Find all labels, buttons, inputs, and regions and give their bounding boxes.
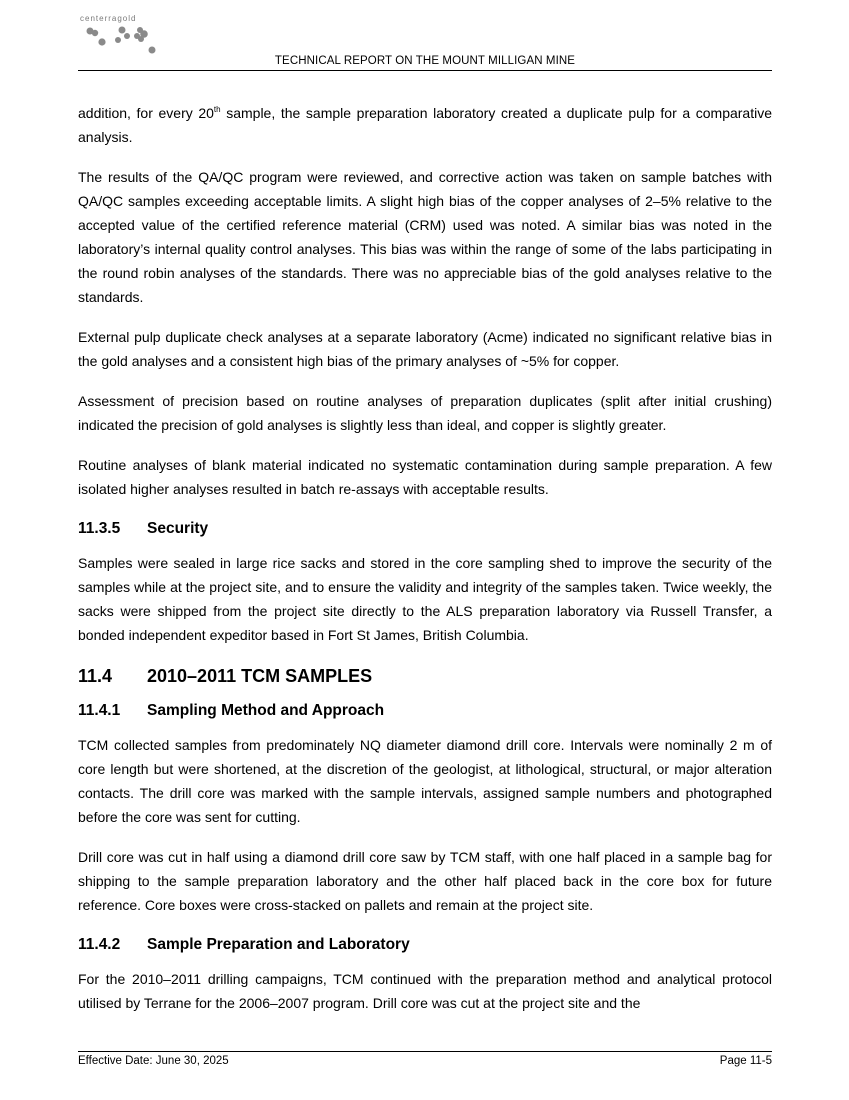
paragraph: addition, for every 20th sample, the sample preparation laboratory created a duplicate pulp for a comparative analysis. [78, 105, 772, 145]
paragraph: Drill core was cut in half using a diamond drill core saw by TCM staff, with one half placed in a sample bag for shipping to the sample preparation laboratory and the other half placed back in the core box for future reference. Core boxes were cross-stacked on pallets and remain at the project site. [78, 849, 772, 913]
footer-effective-date: Effective Date: June 30, 2025 [78, 1055, 229, 1067]
section-heading-11-3-5: 11.3.5 Security [78, 520, 209, 537]
report-header-title: TECHNICAL REPORT ON THE MOUNT MILLIGAN MINE [274, 55, 576, 67]
footer-divider [78, 1051, 772, 1052]
section-heading-11-4-2: 11.4.2 Sample Preparation and Laboratory [78, 936, 410, 953]
section-heading-11-4: 11.4 2010–2011 TCM SAMPLES [78, 666, 373, 686]
section-heading-11-4-1: 11.4.1 Sampling Method and Approach [78, 702, 385, 719]
footer-page-number: Page 11-5 [719, 1055, 772, 1067]
document-body [78, 101, 772, 1031]
paragraph: The results of the QA/QC program were reviewed, and corrective action was taken on sample batches with QA/QC samples exceeding acceptable limits. A slight high bias of the copper analyses of 2–5% relative to the accepted value of the certified reference material (CRM) used was noted. A similar bias was noted in the laboratory’s internal quality control analyses. This bias was within the range of some of the labs participating in the round robin analyses of the standards. There was no appreciable bias of the gold analyses relative to the standards. [78, 169, 772, 305]
paragraph: TCM collected samples from predominately NQ diameter diamond drill core. Intervals were nominally 2 m of core length but were shortened, at the discretion of the geologist, at lithological, structural, or major alteration contacts. The drill core was marked with the sample intervals, assigned sample numbers and photographed before the core was sent for cutting. [78, 737, 772, 825]
header-divider [78, 70, 772, 71]
paragraph: Assessment of precision based on routine analyses of preparation duplicates (split after initial crushing) indicated the precision of gold analyses is slightly less than ideal, and copper is slightly greater. [78, 393, 772, 433]
paragraph: Samples were sealed in large rice sacks and stored in the core sampling shed to improve the security of the samples while at the project site, and to ensure the validity and integrity of the samples taken. Twice weekly, the sacks were shipped from the project site directly to the ALS preparation laboratory via Russell Transfer, a bonded independent expeditor based in Fort St James, British Columbia. [78, 555, 772, 643]
paragraph: External pulp duplicate check analyses at a separate laboratory (Acme) indicated no significant relative bias in the gold analyses and a consistent high bias of the primary analyses of ~5% for copper. [78, 329, 772, 369]
logo-wordmark: centerragold [80, 14, 137, 23]
paragraph: For the 2010–2011 drilling campaigns, TCM continued with the preparation method and analytical protocol utilised by Terrane for the 2006–2007 program. Drill core was cut at the project site and the [78, 971, 772, 1011]
paragraph: Routine analyses of blank material indicated no systematic contamination during sample preparation. A few isolated higher analyses resulted in batch re-assays with acceptable results. [78, 457, 772, 497]
